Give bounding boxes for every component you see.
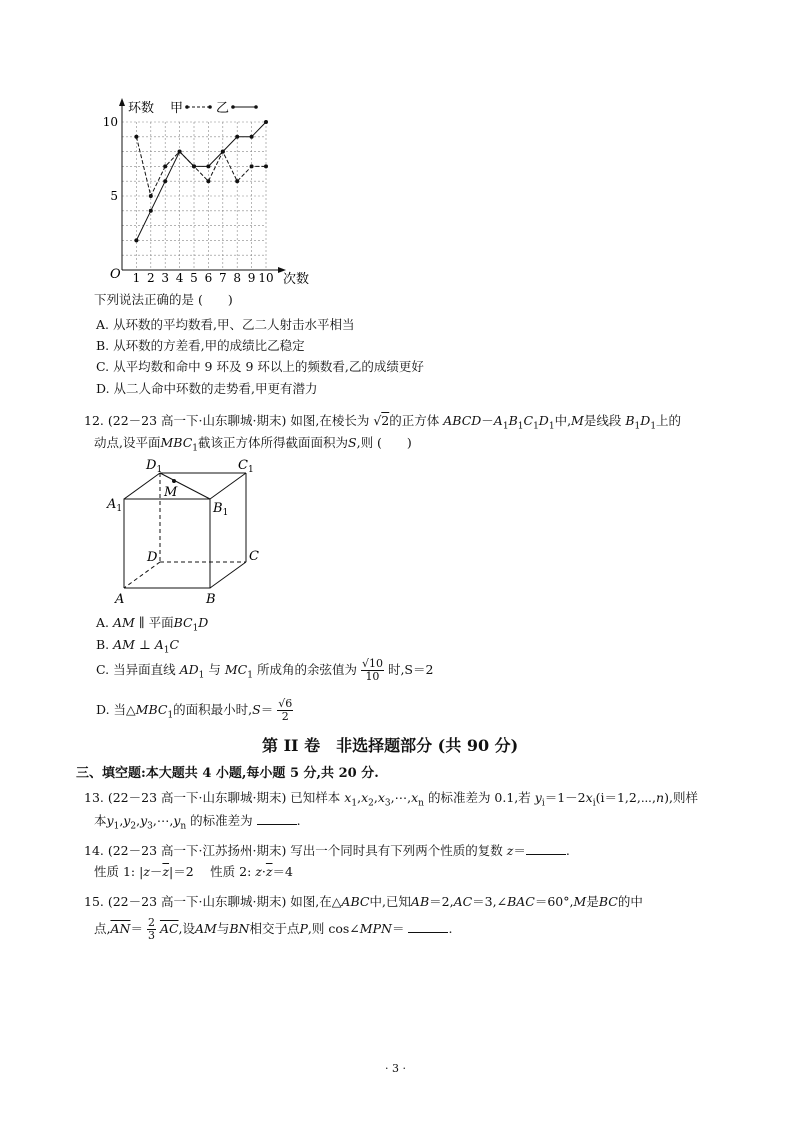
origin-label: O xyxy=(110,267,121,282)
q11-option-b[interactable]: B. 从环数的方差看,甲的成绩比乙稳定 xyxy=(96,338,305,353)
label-c: C xyxy=(249,549,259,564)
q12-line2: 动点,设平面$MBC_1$截该正方体所得截面面积为S,则 ( ) xyxy=(94,435,412,454)
cube-edge xyxy=(124,499,210,588)
x-tick-label: 8 xyxy=(233,271,242,285)
label-m: M xyxy=(164,485,178,500)
fraction: $\frac{√10}{10}$ xyxy=(361,657,383,683)
data-point-乙 xyxy=(206,164,210,168)
q11-stem: 下列说法正确的是 ( ) xyxy=(94,292,233,307)
data-point-甲 xyxy=(250,164,254,168)
cube-edge xyxy=(210,473,246,499)
fraction: $\frac{2}{3}$ xyxy=(147,916,155,942)
fraction: $\frac{√6}{2}$ xyxy=(278,697,293,723)
q13-line2: 本$y_1,y_2,y_3,\cdots,y_n$ 的标准差为 . xyxy=(94,813,301,832)
q11-option-a[interactable]: A. 从环数的平均数看,甲、乙二人射击水平相当 xyxy=(96,317,355,332)
legend-jia-dot xyxy=(208,105,212,109)
q12-option-b[interactable]: B. AM ⊥ $A_1C$ xyxy=(96,637,180,656)
point-m xyxy=(172,479,176,483)
legend-jia-dot xyxy=(185,105,189,109)
q12-option-d[interactable]: D. 当$\triangle MBC_1$的面积最小时,S＝ $\frac{√6}{2}$ xyxy=(96,697,293,723)
q12-option-c[interactable]: C. 当异面直线 $AD_1$ 与 $MC_1$ 所成角的余弦值为 $\frac{√10}{10}$ 时,S＝2 xyxy=(96,657,434,683)
y-axis-arrow xyxy=(119,98,125,106)
x-tick-label: 4 xyxy=(175,271,184,285)
q15-line1: 15. (22－23 高一下·山东聊城·期末) 如图,在△ABC中,已知AB＝2,AC＝3,∠BAC＝60°,M是BC的中 xyxy=(84,894,643,909)
data-point-甲 xyxy=(264,164,268,168)
data-point-甲 xyxy=(163,164,167,168)
cube-figure xyxy=(100,455,270,610)
chart-grid xyxy=(122,122,266,270)
y-tick-label: 5 xyxy=(110,189,118,203)
data-point-乙 xyxy=(192,164,196,168)
legend-yi-dot xyxy=(231,105,235,109)
cube-edge xyxy=(124,473,160,499)
q12-line1: 12. (22－23 高一下·山东聊城·期末) 如图,在棱长为 √2的正方体 $ABCD-A_1B_1C_1D_1$中,M是线段 $B_1D_1$上的 xyxy=(84,413,682,432)
data-point-乙 xyxy=(149,209,153,213)
answer-blank[interactable] xyxy=(408,919,448,933)
label-b: B xyxy=(206,592,216,607)
line-chart xyxy=(100,95,320,285)
q12-option-a[interactable]: A. AM ∥ 平面$BC_1D$ xyxy=(96,615,209,634)
y-tick-label: 10 xyxy=(102,115,118,129)
data-point-乙 xyxy=(163,179,167,183)
label-d1: $D_1$ xyxy=(146,458,163,475)
x-tick-label: 2 xyxy=(146,271,155,285)
legend-jia-label: 甲 xyxy=(170,101,184,116)
label-d: D xyxy=(147,550,158,565)
data-point-乙 xyxy=(221,150,225,154)
data-point-乙 xyxy=(235,135,239,139)
data-point-甲 xyxy=(235,179,239,183)
q15-line2: 点$,\overline{AN}=$ $\frac{2}{3}$ $\overline{AC}$,设AM与BN相交于点P,则 cos∠MPN＝ . xyxy=(94,916,453,942)
q14-line1: 14. (22－23 高一下·江苏扬州·期末) 写出一个同时具有下列两个性质的复数 z＝ . xyxy=(84,843,570,858)
data-point-乙 xyxy=(264,120,268,124)
x-tick-label: 6 xyxy=(204,271,213,285)
label-a1: $A_1$ xyxy=(107,497,123,514)
x-tick-label: 5 xyxy=(190,271,198,285)
y-axis-label: 环数 xyxy=(128,101,155,116)
part2-title: 第 II 卷 非选择题部分 (共 90 分) xyxy=(262,736,519,755)
q11-option-c[interactable]: C. 从平均数和命中 9 环及 9 环以上的频数看,乙的成绩更好 xyxy=(96,359,424,374)
x-tick-label: 3 xyxy=(161,271,170,285)
data-point-乙 xyxy=(134,238,138,242)
data-point-甲 xyxy=(134,135,138,139)
legend-yi-label: 乙 xyxy=(216,101,230,116)
answer-blank[interactable] xyxy=(526,841,566,855)
cube-edge xyxy=(210,562,246,588)
cube-hidden-edge xyxy=(124,562,160,588)
page-number: · 3 · xyxy=(385,1062,406,1075)
x-tick-label: 1 xyxy=(132,271,141,285)
label-c1: $C_1$ xyxy=(238,458,254,475)
data-point-甲 xyxy=(206,179,210,183)
answer-blank[interactable] xyxy=(257,811,297,825)
data-point-甲 xyxy=(149,194,153,198)
data-point-乙 xyxy=(250,135,254,139)
label-a: A xyxy=(115,592,125,607)
x-axis-label: 次数 xyxy=(283,272,310,285)
legend-yi-dot xyxy=(254,105,258,109)
q11-option-d[interactable]: D. 从二人命中环数的走势看,甲更有潜力 xyxy=(96,381,318,396)
label-b1: $B_1$ xyxy=(213,501,229,518)
x-tick-label: 10 xyxy=(258,271,274,285)
x-tick-label: 9 xyxy=(247,271,256,285)
section3-heading: 三、填空题:本大题共 4 小题,每小题 5 分,共 20 分. xyxy=(76,766,379,781)
data-point-乙 xyxy=(178,150,182,154)
x-tick-label: 7 xyxy=(218,271,227,285)
q13-line1: 13. (22－23 高一下·山东聊城·期末) 已知样本 $x_1,x_2,x_3,\cdots,x_n$ 的标准差为 0.1,若 $y_i=1-2x_i(i=1,2,\cdots,n)$,则样 xyxy=(84,790,698,809)
q14-line2: 性质 1: $|z-\overline{z}|=2$ 性质 2: $z\cdot\overline{z}=4$ xyxy=(94,864,293,879)
